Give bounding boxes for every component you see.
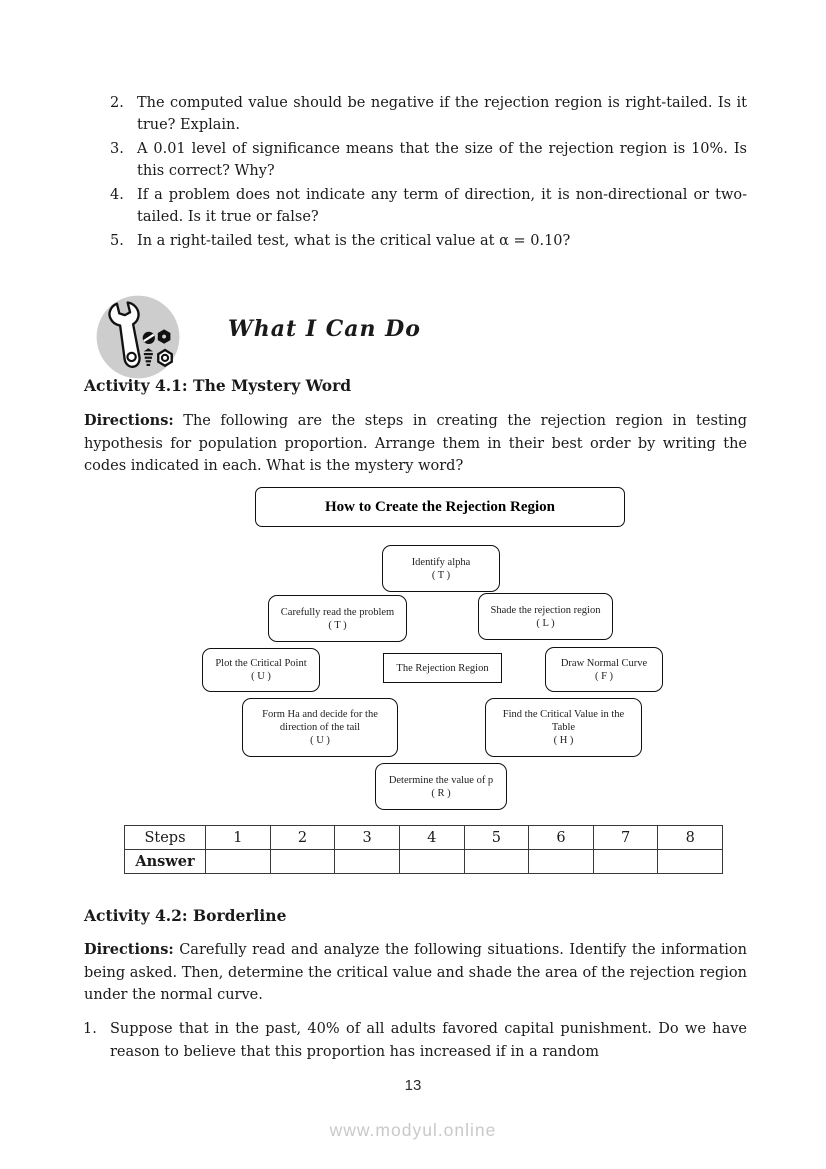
list-item-number: 3. — [110, 141, 124, 157]
activity1-directions — [84, 410, 747, 478]
table-header-cell: 5 — [464, 826, 529, 850]
table-header-cell: 8 — [658, 826, 723, 850]
list-item-number: 1. — [83, 1021, 97, 1037]
flowchart-box-identify-alpha — [382, 545, 500, 592]
section-title: What I Can Do — [228, 316, 421, 342]
page-number: 13 — [404, 1077, 422, 1094]
table-header-cell: 6 — [529, 826, 594, 850]
flowchart-box-rejection-region — [383, 653, 502, 683]
answer-cell — [464, 850, 529, 874]
box-code: ( U ) — [310, 735, 330, 746]
answer-cell — [658, 850, 723, 874]
flowchart-box-find-critical-value — [485, 698, 642, 757]
list-item-number: 5. — [110, 233, 124, 249]
list-item-text: Suppose that in the past, 40% of all adults favored capital punishment. Do we have reason to believe that this proportion has increased if in a random — [110, 1021, 747, 1060]
list-item — [110, 184, 747, 228]
flowchart-box-read-problem — [268, 595, 407, 642]
box-code: ( L ) — [536, 617, 555, 629]
list-item — [110, 230, 747, 252]
directions-text: The following are the steps in creating the rejection region in testing hypothesis for population proportion. Arrange them in their best order by writing the codes indicated in each. What is the mystery word? — [84, 413, 747, 474]
table-header-cell: Steps — [125, 826, 206, 850]
table-header-cell: 7 — [593, 826, 658, 850]
box-label: Find the Critical Value in the Table — [502, 709, 625, 733]
answer-cell — [206, 850, 271, 874]
directions-label: Directions: — [84, 941, 174, 958]
flowchart-box-plot-critical-point — [202, 648, 320, 692]
box-code: ( F ) — [594, 670, 614, 682]
list-item-text: A 0.01 level of significance means that the size of the rejection region is 10%. Is this correct? Why? — [137, 141, 747, 179]
directions-text: Carefully read and analyze the following situations. Identify the information being asked. Then, determine the critical value and shade the area of the rejection region under the normal curve. — [84, 942, 747, 1003]
answer-table — [124, 825, 723, 874]
watermark: www.modyul.online — [329, 1120, 497, 1140]
table-header-cell: 1 — [206, 826, 271, 850]
table-row — [125, 850, 723, 874]
flowchart-box-form-ha — [242, 698, 398, 757]
list-item-text: If a problem does not indicate any term of direction, it is non-directional or two-tailed. Is it true or false? — [137, 187, 747, 225]
answer-row-label: Answer — [125, 850, 206, 874]
list-item-text: In a right-tailed test, what is the critical value at α = 0.10? — [137, 233, 571, 249]
box-label: Plot the Critical Point — [215, 658, 307, 669]
flowchart-title: How to Create the Rejection Region — [255, 487, 625, 527]
table-header-cell: 2 — [270, 826, 335, 850]
activity2-directions — [84, 939, 747, 1007]
flowchart-box-shade-region — [478, 593, 613, 640]
flowchart-box-draw-normal-curve — [545, 647, 663, 692]
table-header-cell: 4 — [399, 826, 464, 850]
box-code: ( T ) — [431, 569, 451, 581]
activity2-title: Activity 4.2: Borderline — [84, 906, 287, 925]
box-code: ( T ) — [328, 619, 347, 631]
box-label: Carefully read the problem — [280, 606, 395, 618]
box-code: ( H ) — [553, 735, 574, 746]
answer-cell — [529, 850, 594, 874]
list-item-number: 2. — [110, 95, 124, 111]
list-item — [110, 92, 747, 136]
list-item — [110, 138, 747, 182]
table-header-cell: 3 — [335, 826, 400, 850]
list-item — [83, 1018, 747, 1063]
flowchart-box-determine-p — [375, 763, 507, 810]
box-label: Determine the value of p — [388, 774, 494, 786]
box-label: Identify alpha — [411, 556, 471, 568]
box-label: Shade the rejection region — [490, 604, 601, 616]
answer-cell — [270, 850, 335, 874]
review-questions-list — [110, 92, 747, 254]
problem-list — [83, 1018, 747, 1063]
answer-cell — [399, 850, 464, 874]
box-code: ( U ) — [251, 671, 271, 682]
box-label: Draw Normal Curve — [560, 657, 648, 669]
box-code: ( R ) — [431, 787, 451, 799]
list-item-text: The computed value should be negative if the rejection region is right-tailed. Is it true? Explain. — [137, 95, 747, 133]
answer-cell — [593, 850, 658, 874]
directions-label: Directions: — [84, 412, 174, 429]
answer-cell — [335, 850, 400, 874]
box-label: The Rejection Region — [396, 662, 489, 674]
list-item-number: 4. — [110, 187, 124, 203]
wrench-tools-icon — [93, 292, 183, 382]
box-label: Form Ha and decide for the direction of the tail — [262, 709, 378, 733]
table-row — [125, 826, 723, 850]
activity1-title: Activity 4.1: The Mystery Word — [84, 376, 352, 395]
